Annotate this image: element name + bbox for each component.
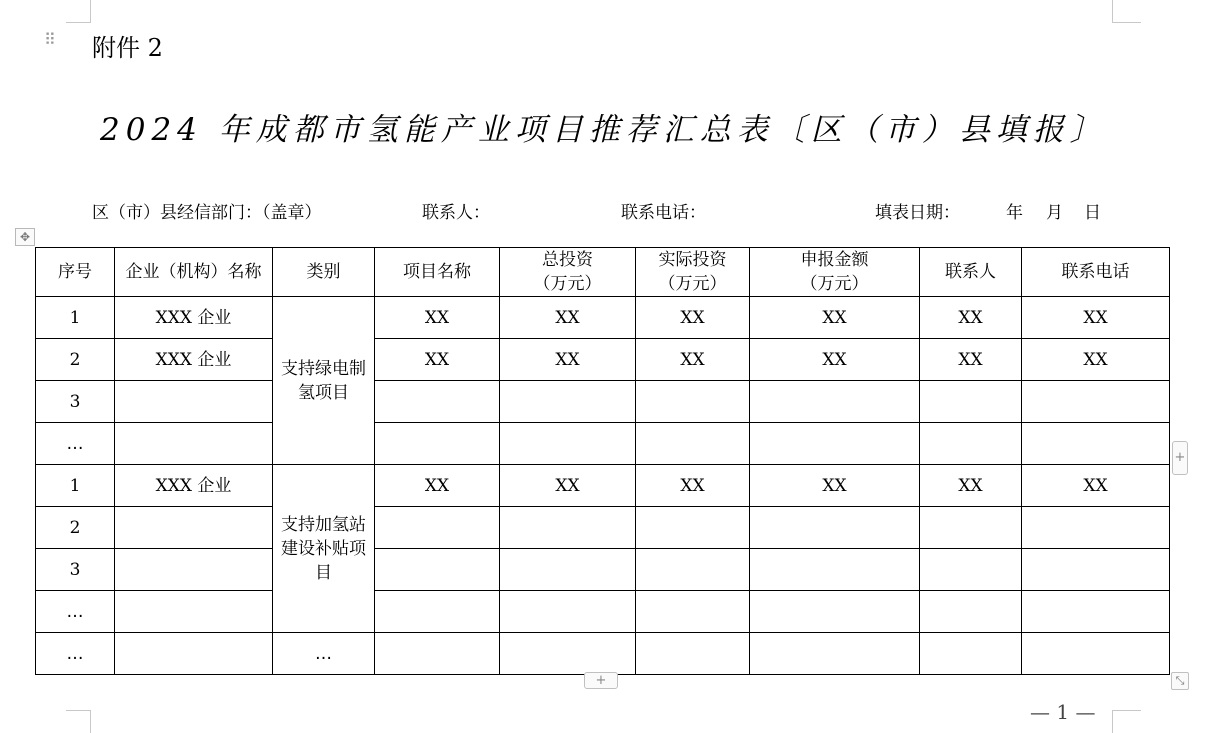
header-project: 项目名称 <box>375 248 500 297</box>
cell-actual-invest[interactable] <box>636 633 750 675</box>
cell-apply-amount[interactable]: XX <box>750 297 920 339</box>
table-row <box>36 507 1170 549</box>
cell-project[interactable] <box>375 549 500 591</box>
cell-actual-invest[interactable] <box>636 423 750 465</box>
cell-actual-invest[interactable] <box>636 507 750 549</box>
document-title: 2024 年成都市氢能产业项目推荐汇总表〔区（市）县填报〕 <box>100 112 1107 148</box>
cell-project[interactable] <box>375 381 500 423</box>
header-apply-amount: 申报金额 （万元） <box>750 248 920 297</box>
cell-actual-invest[interactable] <box>636 591 750 633</box>
cell-phone[interactable] <box>1022 549 1170 591</box>
cell-project[interactable] <box>375 423 500 465</box>
header-no: 序号 <box>36 248 115 297</box>
resize-icon[interactable]: ⤡ <box>1171 672 1189 690</box>
crop-mark-top-left <box>66 0 91 23</box>
cell-contact[interactable] <box>920 633 1022 675</box>
cell-total-invest[interactable] <box>500 549 636 591</box>
cell-no[interactable]: 3 <box>36 381 115 423</box>
cell-no[interactable]: … <box>36 423 115 465</box>
table-row <box>36 591 1170 633</box>
cell-apply-amount[interactable]: XX <box>750 339 920 381</box>
cell-no[interactable]: 2 <box>36 507 115 549</box>
cell-company[interactable] <box>115 591 273 633</box>
cell-apply-amount[interactable] <box>750 507 920 549</box>
header-actual-invest: 实际投资 （万元） <box>636 248 750 297</box>
crop-mark-bottom-right <box>1112 710 1141 733</box>
cell-apply-amount[interactable]: XX <box>750 465 920 507</box>
add-row-button[interactable] <box>584 672 618 689</box>
cell-contact[interactable]: XX <box>920 465 1022 507</box>
cell-contact[interactable]: XX <box>920 297 1022 339</box>
cell-contact[interactable] <box>920 549 1022 591</box>
cell-company[interactable] <box>115 633 273 675</box>
cell-project[interactable]: XX <box>375 297 500 339</box>
cell-phone[interactable] <box>1022 633 1170 675</box>
cell-actual-invest[interactable] <box>636 549 750 591</box>
header-company: 企业（机构）名称 <box>115 248 273 297</box>
plus-icon: + <box>595 673 607 688</box>
year-label: 年 <box>1006 203 1023 223</box>
add-column-button[interactable] <box>1172 441 1188 475</box>
cell-project[interactable]: XX <box>375 339 500 381</box>
cell-company[interactable]: XXX 企业 <box>115 297 273 339</box>
crop-mark-top-right <box>1112 0 1141 23</box>
header-total-invest: 总投资 （万元） <box>500 248 636 297</box>
cell-total-invest[interactable] <box>500 423 636 465</box>
cell-total-invest[interactable] <box>500 633 636 675</box>
cell-phone[interactable] <box>1022 381 1170 423</box>
cell-total-invest[interactable]: XX <box>500 339 636 381</box>
cell-company[interactable]: XXX 企业 <box>115 339 273 381</box>
day-label: 日 <box>1084 203 1101 223</box>
cell-no[interactable]: 1 <box>36 297 115 339</box>
cell-company[interactable]: XXX 企业 <box>115 465 273 507</box>
cell-apply-amount[interactable] <box>750 381 920 423</box>
header-category: 类别 <box>273 248 375 297</box>
cell-phone[interactable] <box>1022 507 1170 549</box>
cell-actual-invest[interactable]: XX <box>636 339 750 381</box>
header-contact: 联系人 <box>920 248 1022 297</box>
contact-label: 联系人： <box>422 203 490 223</box>
phone-label: 联系电话： <box>621 203 706 223</box>
cell-category[interactable]: … <box>273 633 375 675</box>
cell-actual-invest[interactable] <box>636 381 750 423</box>
drag-handle-icon[interactable]: ⠿ <box>44 30 54 49</box>
attachment-label: 附件 2 <box>92 34 163 62</box>
dept-label: 区（市）县经信部门：（盖章） <box>92 203 322 223</box>
cell-apply-amount[interactable] <box>750 591 920 633</box>
month-label: 月 <box>1046 203 1063 223</box>
cell-project[interactable] <box>375 633 500 675</box>
table-row <box>36 423 1170 465</box>
header-phone: 联系电话 <box>1022 248 1170 297</box>
cell-total-invest[interactable] <box>500 381 636 423</box>
table-row <box>36 381 1170 423</box>
table-move-icon[interactable]: ✥ <box>15 228 35 246</box>
cell-contact[interactable] <box>920 381 1022 423</box>
cell-phone[interactable] <box>1022 591 1170 633</box>
cell-apply-amount[interactable] <box>750 549 920 591</box>
table-row <box>36 465 1170 507</box>
cell-company[interactable] <box>115 507 273 549</box>
cell-total-invest[interactable] <box>500 591 636 633</box>
info-row <box>0 198 1216 222</box>
cell-apply-amount[interactable] <box>750 423 920 465</box>
cell-project[interactable] <box>375 591 500 633</box>
cell-project[interactable] <box>375 507 500 549</box>
cell-actual-invest[interactable]: XX <box>636 297 750 339</box>
cell-company[interactable] <box>115 423 273 465</box>
cell-no[interactable]: … <box>36 591 115 633</box>
cell-company[interactable] <box>115 549 273 591</box>
cell-project[interactable]: XX <box>375 465 500 507</box>
cell-category-group2[interactable]: 支持加氢站建设补贴项目 <box>273 465 375 633</box>
plus-icon: + <box>1174 450 1186 465</box>
table-row <box>36 339 1170 381</box>
cell-phone[interactable]: XX <box>1022 297 1170 339</box>
cell-no[interactable]: 2 <box>36 339 115 381</box>
date-label: 填表日期： <box>875 203 960 223</box>
cell-contact[interactable] <box>920 507 1022 549</box>
cell-category-group1[interactable]: 支持绿电制氢项目 <box>273 297 375 465</box>
cell-contact[interactable]: XX <box>920 339 1022 381</box>
cell-no[interactable]: 3 <box>36 549 115 591</box>
cell-no[interactable]: 1 <box>36 465 115 507</box>
table-row <box>36 549 1170 591</box>
page-number: — 1 — <box>1030 700 1096 724</box>
cell-total-invest[interactable] <box>500 507 636 549</box>
cell-apply-amount[interactable] <box>750 633 920 675</box>
table-row <box>36 297 1170 339</box>
cell-phone[interactable]: XX <box>1022 339 1170 381</box>
table-header-row <box>36 248 1170 297</box>
cell-phone[interactable]: XX <box>1022 465 1170 507</box>
cell-no[interactable]: … <box>36 633 115 675</box>
cell-total-invest[interactable]: XX <box>500 297 636 339</box>
summary-table <box>35 247 1170 675</box>
cell-total-invest[interactable]: XX <box>500 465 636 507</box>
crop-mark-bottom-left <box>66 710 91 733</box>
table-row <box>36 633 1170 675</box>
cell-actual-invest[interactable]: XX <box>636 465 750 507</box>
cell-company[interactable] <box>115 381 273 423</box>
cell-contact[interactable] <box>920 591 1022 633</box>
cell-contact[interactable] <box>920 423 1022 465</box>
cell-phone[interactable] <box>1022 423 1170 465</box>
